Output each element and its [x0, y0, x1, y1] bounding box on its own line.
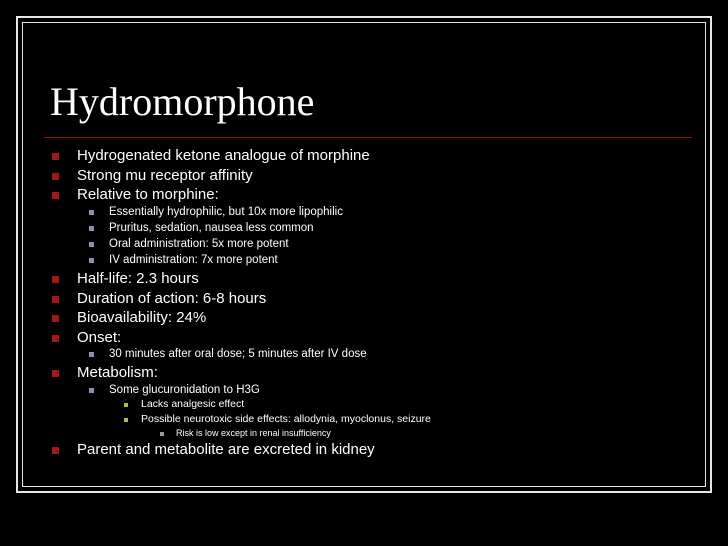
bullet-level-2-icon — [89, 352, 94, 357]
bullet-text-level-2: 30 minutes after oral dose; 5 minutes after IV dose — [109, 348, 367, 360]
bullet-level-2-icon — [89, 258, 94, 263]
bullet-text-level-2: Essentially hydrophilic, but 10x more lipophilic — [109, 206, 343, 218]
bullet-level-2-icon — [89, 388, 94, 393]
bullet-text-level-3: Possible neurotoxic side effects: allodynia, myoclonus, seizure — [141, 413, 431, 425]
bullet-text-level-1: Metabolism: — [77, 364, 158, 381]
slide-title: Hydromorphone — [50, 79, 315, 124]
bullet-level-1-icon — [52, 173, 59, 180]
bullet-text-level-1: Relative to morphine: — [77, 186, 219, 203]
bullet-text-level-1: Strong mu receptor affinity — [77, 167, 253, 184]
bullet-level-1-icon — [52, 153, 59, 160]
bullet-text-level-1: Onset: — [77, 329, 122, 346]
bullet-level-1-icon — [52, 335, 59, 342]
bullet-level-1-icon — [52, 315, 59, 322]
bullet-level-1-icon — [52, 447, 59, 454]
bullet-text-level-2: IV administration: 7x more potent — [109, 254, 278, 266]
bullet-level-3-icon — [124, 418, 128, 422]
bullet-level-1-icon — [52, 192, 59, 199]
bullet-level-2-icon — [89, 242, 94, 247]
bullet-text-level-1: Duration of action: 6-8 hours — [77, 290, 267, 307]
bullet-text-level-2: Pruritus, sedation, nausea less common — [109, 222, 314, 234]
bullet-text-level-1: Half-life: 2.3 hours — [77, 270, 199, 287]
title-underline — [44, 137, 692, 138]
bullet-text-level-1: Parent and metabolite are excreted in kidney — [77, 441, 375, 458]
bullet-text-level-2: Oral administration: 5x more potent — [109, 238, 289, 250]
bullet-text-level-1: Hydrogenated ketone analogue of morphine — [77, 147, 370, 164]
bullet-text-level-4: Risk is low except in renal insufficiency — [176, 428, 331, 438]
bullet-text-level-2: Some glucuronidation to H3G — [109, 384, 260, 396]
bullet-level-1-icon — [52, 296, 59, 303]
bullet-text-level-1: Bioavailability: 24% — [77, 309, 207, 326]
bullet-level-2-icon — [89, 226, 94, 231]
bullet-level-2-icon — [89, 210, 94, 215]
bullet-level-3-icon — [124, 403, 128, 407]
bullet-level-4-icon — [160, 432, 164, 436]
bullet-level-1-icon — [52, 370, 59, 377]
bullet-level-1-icon — [52, 276, 59, 283]
bullet-text-level-3: Lacks analgesic effect — [141, 398, 245, 410]
